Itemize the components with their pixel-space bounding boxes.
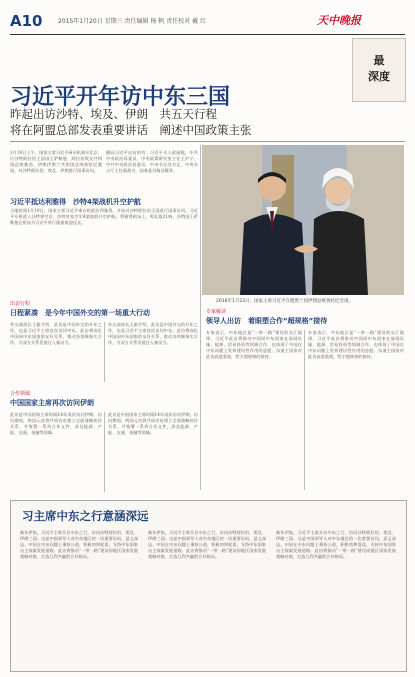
news-photo — [202, 145, 404, 295]
lede-paragraph-2: 随同习近平出访的有：习近平夫人彭丽媛，中共中央政治局委员、中央政策研究室主任王沪宁，中共中央政治局委员、中央书记处书记、中央办公厅主任栗战书，国务委员杨洁篪等。 — [106, 150, 198, 173]
column-divider — [104, 412, 105, 492]
section-4-title: 领导人出访 着眼塑合作“超规格”接待 — [206, 317, 328, 325]
commentary-title: 习主席中东之行意涵深远 — [22, 509, 149, 523]
column-divider — [304, 330, 305, 490]
brand-logo: 天中晚报 — [317, 14, 361, 27]
section-4-kicker: 专家解读 — [206, 309, 227, 315]
section-label-1: 最 — [373, 54, 385, 67]
section-label-2: 深度 — [368, 70, 390, 83]
header-meta: 2015年1月20日 星期三 责任编辑 杨 帆 责任校对 戴 红 — [58, 18, 207, 25]
commentary-body-2: 新年伊始，习近平主席开启中东之行，访问沙特阿拉伯、埃及、伊朗三国。这是中国领导人对中东地区的一次重要访问，意义深远。中国在中东问题上秉持公道，积极劝和促谈，支持中东国家自主探索发展道路。此访将推动“一带一路”建设同地区国家发展战略对接，打造互利共赢的合作格局。 — [148, 530, 266, 559]
photo-caption: 2016年1月23日，国家主席习近平在德黑兰同伊朗总统鲁哈尼会谈。 — [216, 299, 354, 304]
section-3-kicker: 合作领域 — [10, 391, 31, 397]
commentary-body-1: 新年伊始，习近平主席开启中东之行，访问沙特阿拉伯、埃及、伊朗三国。这是中国领导人对中东地区的一次重要访问，意义深远。中国在中东问题上秉持公道，积极劝和促谈，支持中东国家自主探索发展道路。此访将推动“一带一路”建设同地区国家发展战略对接，打造互利共赢的合作格局。 — [20, 530, 138, 559]
page-header — [10, 10, 405, 35]
section-2-body: 外交部部长王毅介绍，此访是中国外交的开年之作，也是习近平主席首次访问中东。此访将深化中国同中东国家的友好关系，推动各领域务实合作，为双方关系发展注入新动力。 — [10, 322, 102, 345]
subtitle-1: 昨起出访沙特、埃及、伊朗 共五天行程 — [10, 107, 217, 121]
section-3-body-cont: 此访是中国国家主席时隔14年再次访问伊朗。访问期间，两国元首将共同宣布建立全面战略伙伴关系，并签署一系列合作文件，涉及能源、产能、交通、金融等领域。 — [108, 412, 198, 435]
section-2-body-cont: 外交部部长王毅介绍，此访是中国外交的开年之作，也是习近平主席首次访问中东。此访将深化中国同中东国家的友好关系，推动各领域务实合作，为双方关系发展注入新动力。 — [108, 322, 198, 345]
section-label — [352, 38, 406, 102]
main-column-divider — [200, 145, 201, 490]
headline: 习近平开年访中东三国 — [10, 85, 231, 110]
handshake-photo — [202, 145, 404, 295]
page-number: A10 — [10, 12, 43, 30]
section-2-kicker: 出访行程 — [10, 301, 31, 307]
section-1-title: 习近平抵达利雅得 沙特4架战机升空护航 — [10, 198, 141, 206]
lede-paragraph: 1月19日上午，国家主席习近平乘专机离开北京，应沙特阿拉伯王国国王萨勒曼、阿拉伯埃及共和国总统塞西、伊朗伊斯兰共和国总统鲁哈尼邀请，对沙特阿拉伯、埃及、伊朗进行国事访问。 — [10, 150, 102, 173]
column-divider — [104, 322, 105, 382]
commentary-body-3: 新年伊始，习近平主席开启中东之行，访问沙特阿拉伯、埃及、伊朗三国。这是中国领导人对中东地区的一次重要访问，意义深远。中国在中东问题上秉持公道，积极劝和促谈，支持中东国家自主探索发展道路。此访将推动“一带一路”建设同地区国家发展战略对接，打造互利共赢的合作格局。 — [276, 530, 396, 559]
section-1-body: 当地时间1月19日，国家主席习近平乘专机抵达利雅得，开始对沙特阿拉伯王国进行国事访问。习近平专机进入沙特领空后，沙特皇家空军4架战机升空护航。利雅得机场上，鸣礼炮21响，沙特国王萨勒曼在机场为习近平举行隆重欢迎仪式。 — [10, 208, 198, 225]
section-4-body: 专家表示，中东地区是“一带一路”建设的交汇地带，习近平此访将推动中国同中东国家在基础设施、能源、贸易投资等领域合作，也体现了中国在中东问题上发挥建设性作用的意愿。东道主国家对此访高度重视，给予超规格的接待。 — [206, 330, 302, 359]
section-3-body: 此访是中国国家主席时隔14年再次访问伊朗。访问期间，两国元首将共同宣布建立全面战略伙伴关系，并签署一系列合作文件，涉及能源、产能、交通、金融等领域。 — [10, 412, 102, 435]
section-3-title: 中国国家主席再次访问伊朗 — [10, 399, 94, 407]
header-rule — [10, 141, 405, 142]
section-2-title: 日程紧凑 是今年中国外交的第一场重大行动 — [10, 309, 150, 317]
section-4-body-cont: 专家表示，中东地区是“一带一路”建设的交汇地带，习近平此访将推动中国同中东国家在基础设施、能源、贸易投资等领域合作，也体现了中国在中东问题上发挥建设性作用的意愿。东道主国家对此访高度重视，给予超规格的接待。 — [308, 330, 404, 359]
subtitle-2: 将在阿盟总部发表重要讲话 阐述中国政策主张 — [10, 123, 252, 137]
